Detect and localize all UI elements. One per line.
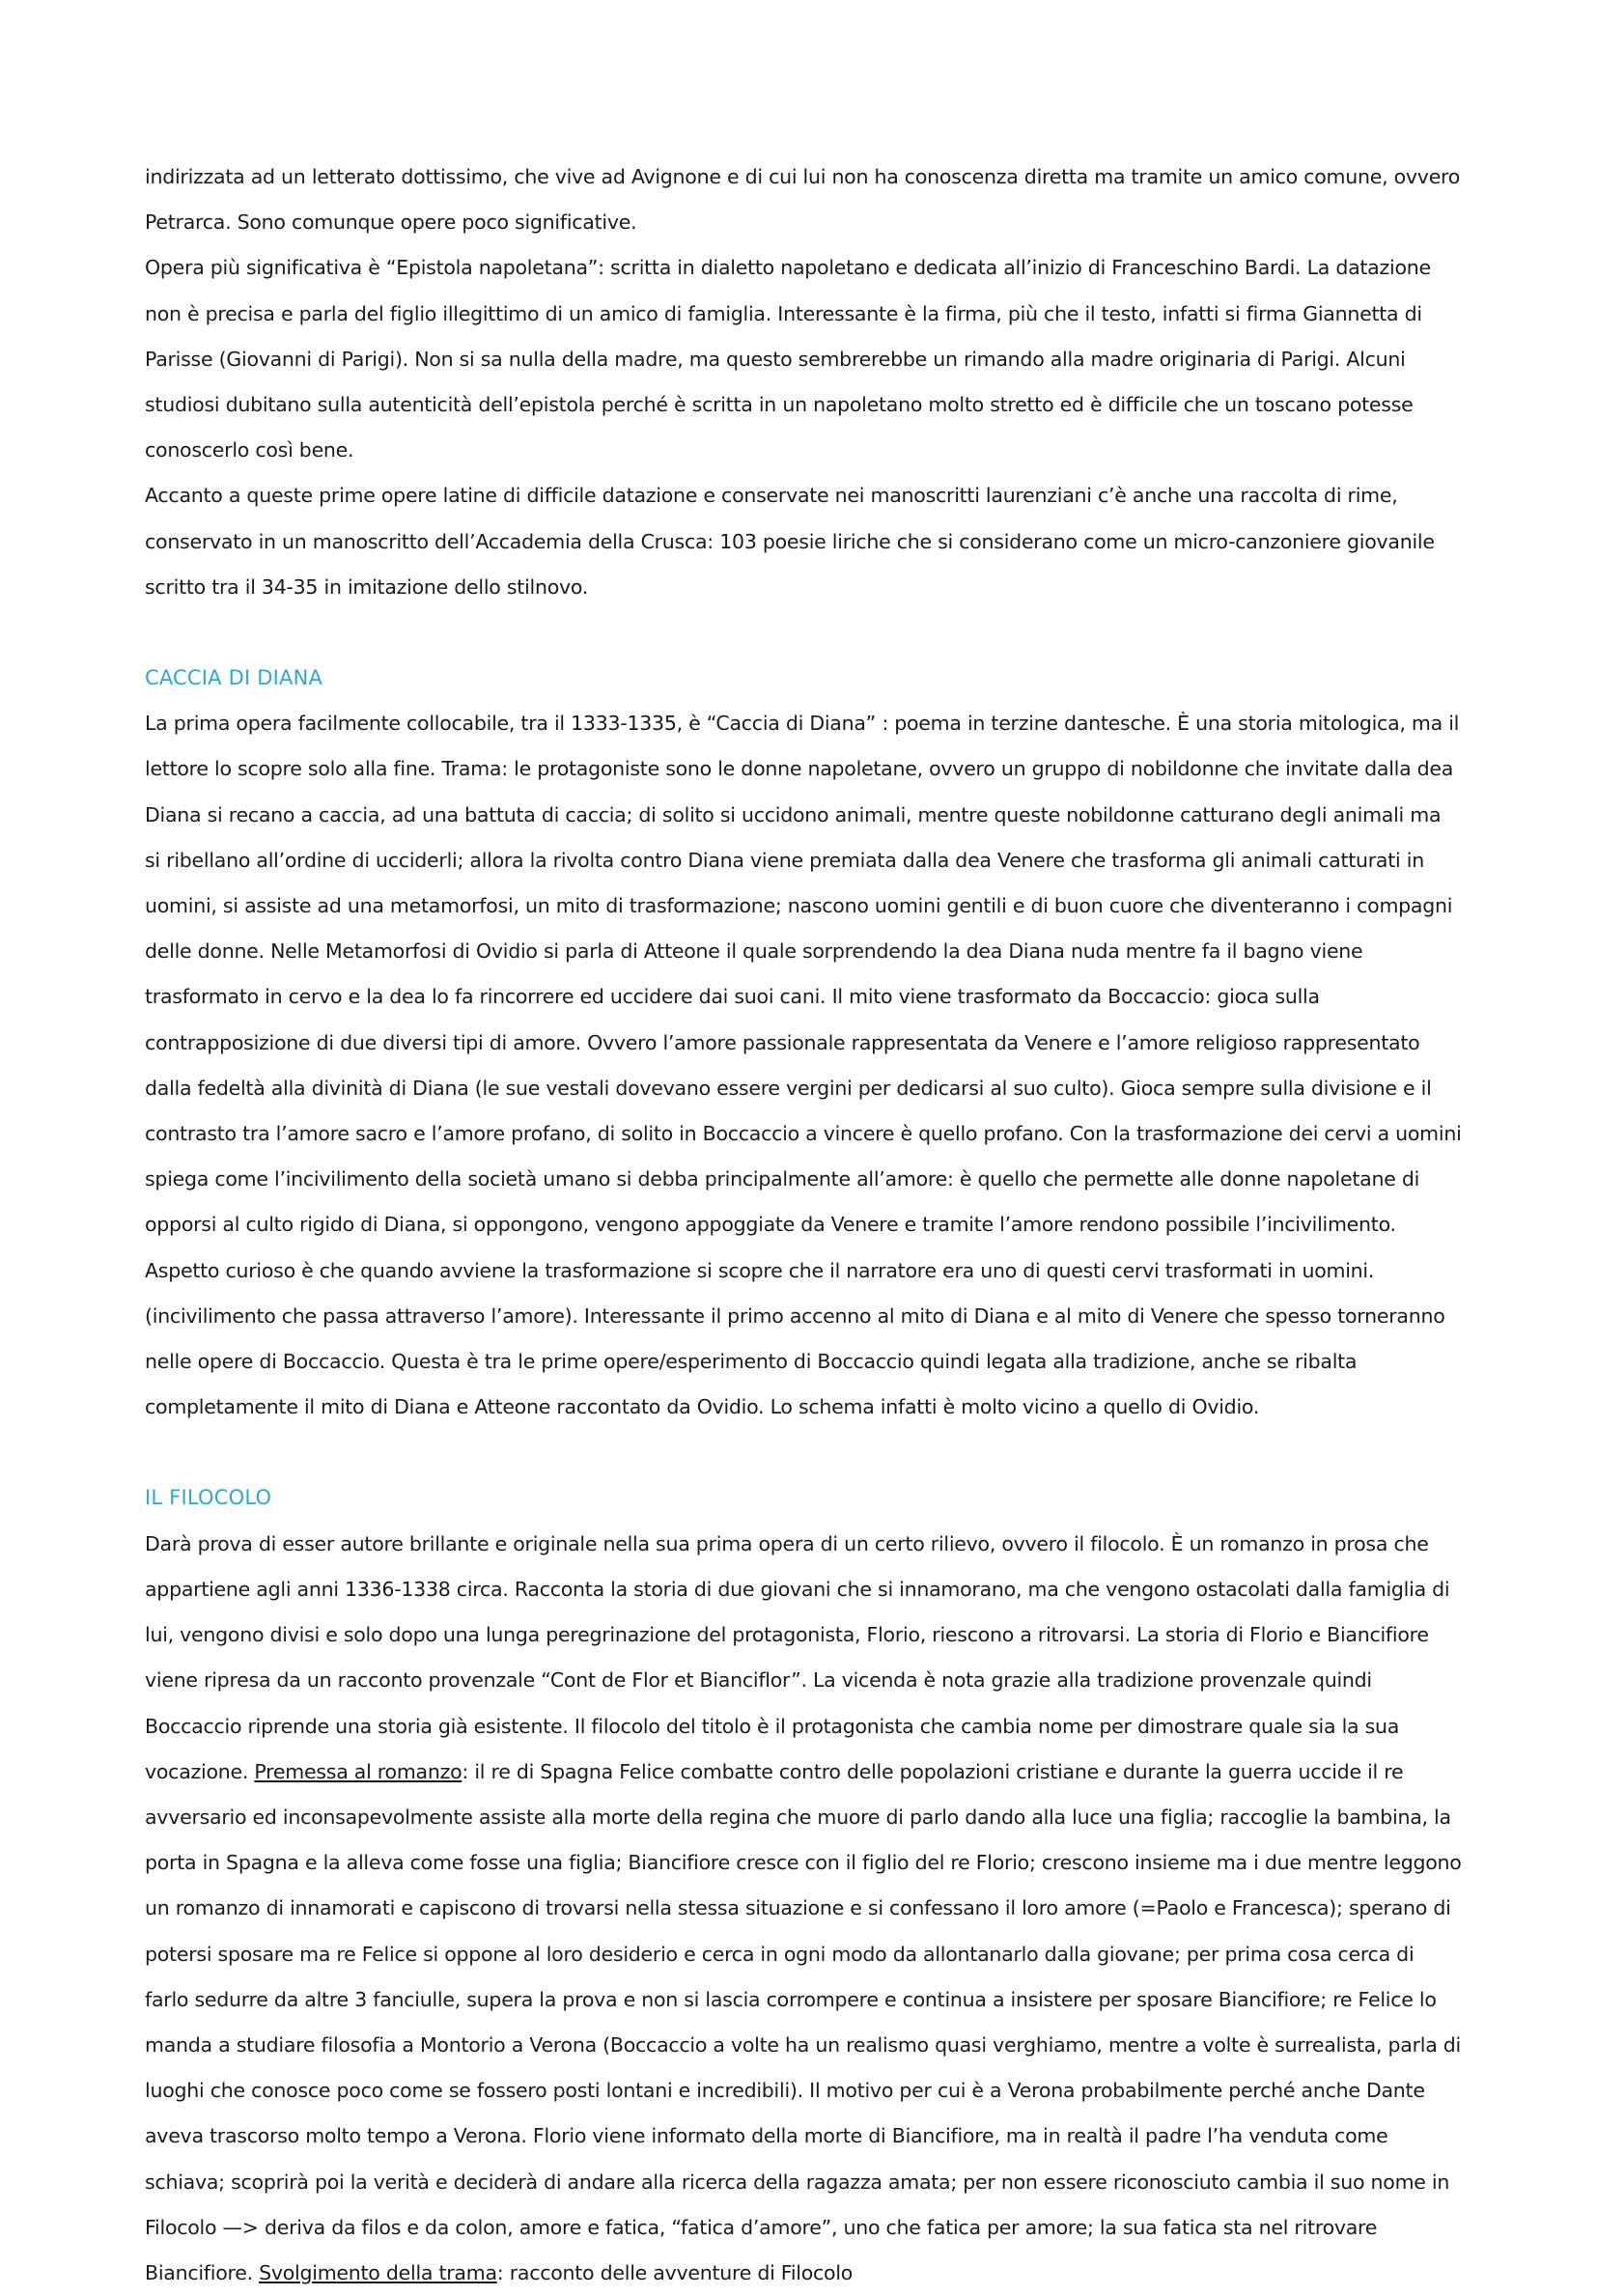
underlined-svolgimento: Svolgimento della trama — [259, 2260, 497, 2284]
intro-paragraph-1: indirizzata ad un letterato dottissimo, che vive ad Avignone e di cui lui non ha conoscenza diretta ma tramite un amico comune, ovvero Petrarca. Sono comunque opere poco significative. — [145, 165, 1461, 235]
underlined-premessa: Premessa al romanzo — [254, 1759, 462, 1783]
filocolo-text-c: : racconto delle avventure di Filocolo — [496, 2260, 854, 2284]
filocolo-text-b: : il re di Spagna Felice combatte contro delle popolazioni cristiane e durante la guerra uccide il re avversario ed inconsapevolmente assiste alla morte della regina che muore di parlo dando alla luce una figlia; raccoglie la bambina, la porta in Spagna e la alleva come fosse una figlia; Biancifiore cresce con il figlio del re Florio; crescono insieme ma i due mentre leggono un romanzo di innamorati e capiscono di trovarsi nella stessa situazione e si confessano il loro amore (=Paolo e Francesca); sperano di potersi sposare ma re Felice si oppone al loro desiderio e cerca in ogni modo da allontanarlo dalla giovane; per prima cosa cerca di farlo sedurre da altre 3 fanciulle, supera la prova e non si lascia corrompere e continua a insistere per sposare Biancifiore; re Felice lo manda a studiare filosofia a Montorio a Verona (Boccaccio a volte ha un realismo quasi verghiamo, mentre a volte è surrealista, parla di luoghi che conosce poco come se fossero posti lontani e incredibili). Il motivo per cui è a Verona probabilmente perché anche Dante aveva trascorso molto tempo a Verona. Florio viene informato della morte di Biancifiore, ma in realtà il padre l’ha venduta come schiava; scoprirà poi la verità e deciderà di andare alla ricerca della ragazza amata; per non essere riconosciuto cambia il suo nome in Filocolo —> deriva da filos e da colon, amore e fatica, “fatica d’amore”, uno che fatica per amore; la sua fatica sta nel ritrovare Biancifiore. — [145, 1759, 1462, 2284]
document-page — [145, 154, 1462, 2296]
intro-paragraph-3: Accanto a queste prime opere latine di difficile datazione e conservate nei manoscritti laurenziani c’è anche una raccolta di rime, conservato in un manoscritto dell’Accademia della Crusca: 103 poesie liriche che si considerano come un micro-canzoniere giovanile scritto tra il 34-35 in imitazione dello stilnovo. — [145, 484, 1435, 599]
filocolo-text-a: Darà prova di esser autore brillante e originale nella sua prima opera di un certo rilievo, ovvero il filocolo. È un romanzo in prosa che appartiene agli anni 1336-1338 circa. Racconta la storia di due giovani che si innamorano, ma che vengono ostacolati dalla famiglia di lui, vengono divisi e solo dopo una lunga peregrinazione del protagonista, Florio, riescono a ritrovarsi. La storia di Florio e Biancifiore viene ripresa da un racconto provenzale “Cont de Flor et Bianciflor”. La vicenda è nota grazie alla tradizione provenzale quindi Boccaccio riprende una storia già esistente. Il filocolo del titolo è il protagonista che cambia nome per dimostrare quale sia la sua vocazione. — [145, 1531, 1450, 1783]
caccia-paragraph: La prima opera facilmente collocabile, tra il 1333-1335, è “Caccia di Diana” : poema in terzine dantesche. È una storia mitologica, ma il lettore lo scopre solo alla fine. Trama: le protagoniste sono le donne napoletane, ovvero un gruppo di nobildonne che invitate dalla dea Diana si recano a caccia, ad una battuta di caccia; di solito si uccidono animali, mentre queste nobildonne catturano degli animali ma si ribellano all’ordine di ucciderli; allora la rivolta contro Diana viene premiata dalla dea Venere che trasforma gli animali catturati in uomini, si assiste ad una metamorfosi, un mito di trasformazione; nascono uomini gentili e di buon cuore che diventeranno i compagni delle donne. Nelle Metamorfosi di Ovidio si parla di Atteone il quale sorprendendo la dea Diana nuda mentre fa il bagno viene trasformato in cervo e la dea lo fa rincorrere ed uccidere dai suoi cani. Il mito viene trasformato da Boccaccio: gioca sulla contrapposizione di due diversi tipi di amore. Ovvero l’amore passionale rappresentata da Venere e l’amore religioso rappresentato dalla fedeltà alla divinità di Diana (le sue vestali dovevano essere vergini per dedicarsi al suo culto). Gioca sempre sulla divisione e il contrasto tra l’amore sacro e l’amore profano, di solito in Boccaccio a vincere è quello profano. Con la trasformazione dei cervi a uomini spiega come l’incivilimento della società umano si debba principalmente all’amore: è quello che permette alle donne napoletane di opporsi al culto rigido di Diana, si oppongono, vengono appoggiate da Venere e tramite l’amore rendono possibile l’incivilimento. Aspetto curioso è che quando avviene la trasformazione si scopre che il narratore era uno di questi cervi trasformati in uomini. (incivilimento che passa attraverso l’amore). Interessante il primo accenno al mito di Diana e al mito di Venere che spesso torneranno nelle opere di Boccaccio. Questa è tra le prime opere/esperimento di Boccaccio quindi legata alla tradizione, anche se ribalta completamente il mito di Diana e Atteone raccontato da Ovidio. Lo schema infatti è molto vicino a quello di Ovidio. — [145, 712, 1462, 1419]
section-spacer — [145, 1430, 1462, 1475]
filocolo-paragraph — [145, 1522, 1462, 2296]
section-heading-filocolo: IL FILOCOLO — [145, 1486, 272, 1510]
section-spacer — [145, 610, 1462, 656]
section-heading-caccia: CACCIA DI DIANA — [145, 666, 323, 690]
intro-paragraph-2: Opera più significativa è “Epistola napoletana”: scritta in dialetto napoletano e dedicata all’inizio di Franceschino Bardi. La datazione non è precisa e parla del figlio illegittimo di un amico di famiglia. Interessante è la firma, più che il testo, infatti si firma Giannetta di Parisse (Giovanni di Parigi). Non si sa nulla della madre, ma questo sembrerebbe un rimando alla madre originaria di Parigi. Alcuni studiosi dubitano sulla autenticità dell’epistola perché è scritta in un napoletano molto stretto ed è difficile che un toscano potesse conoscerlo così bene. — [145, 256, 1431, 462]
